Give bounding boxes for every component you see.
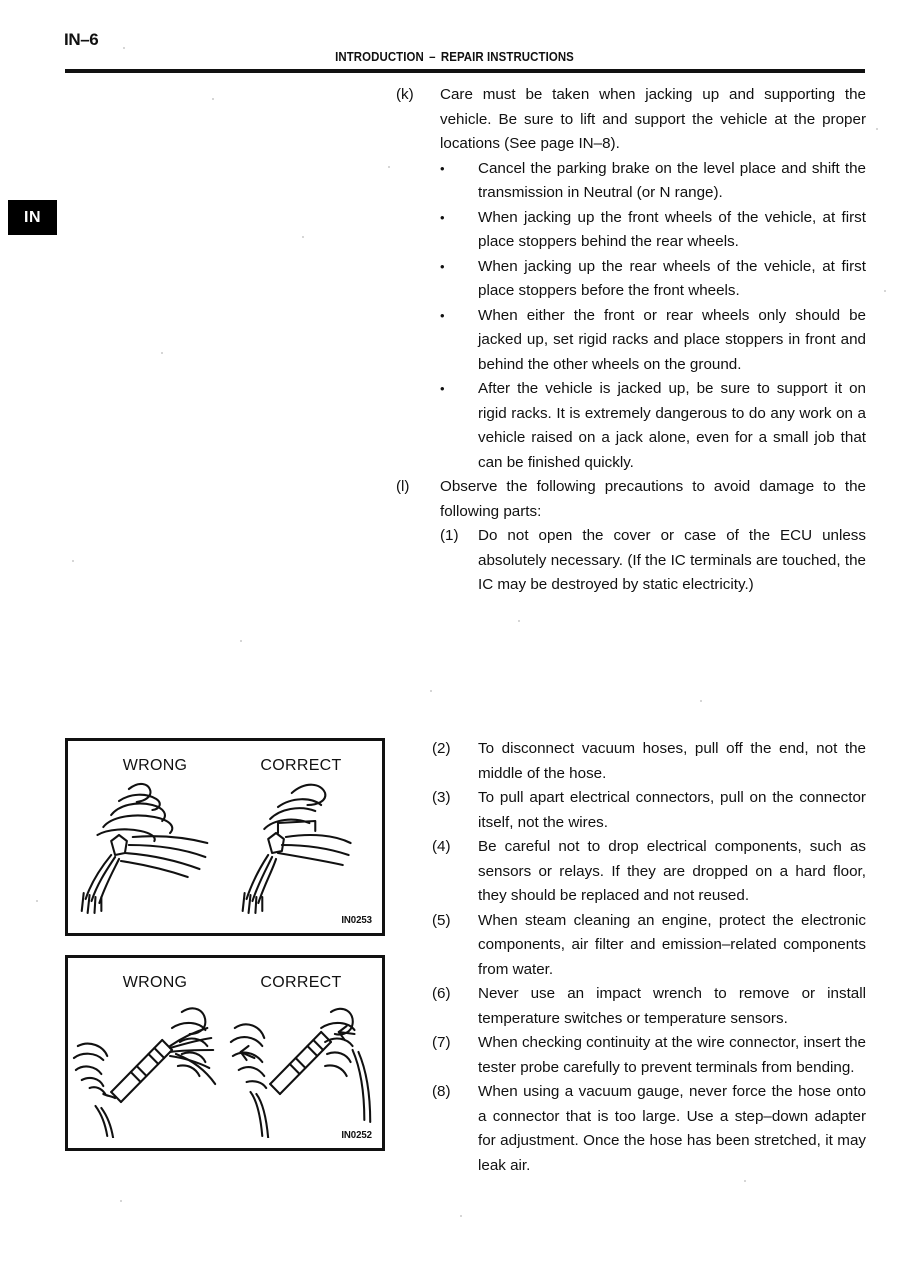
list-item — [396, 83, 866, 157]
item-marker: (1) — [440, 527, 459, 544]
item-marker: (8) — [432, 1083, 451, 1100]
list-item — [396, 206, 866, 255]
scan-speck — [700, 700, 702, 702]
scan-speck — [460, 1215, 462, 1217]
item-text: When steam cleaning an engine, protect the electronic components, air filter and emission–related components from water. — [478, 911, 866, 978]
scan-speck — [240, 640, 242, 642]
item-marker: (5) — [432, 911, 451, 929]
scan-speck — [876, 128, 878, 130]
list-item — [432, 1031, 866, 1080]
item-text: When either the front or rear wheels only should be jacked up, set rigid racks and place stoppers in front and behind the other wheels on the ground. — [478, 306, 866, 373]
section-tab-label: IN — [24, 208, 41, 226]
item-text: Cancel the parking brake on the level place and shift the transmission in Neutral (or N range). — [478, 159, 866, 201]
figure-illustration — [68, 988, 382, 1138]
item-text: Observe the following precautions to avoid damage to the following parts: — [440, 478, 866, 520]
item-text: Never use an impact wrench to remove or install temperature switches or temperature sensors. — [478, 985, 866, 1027]
item-marker: (2) — [432, 740, 451, 757]
header-subsection: REPAIR INSTRUCTIONS — [440, 49, 574, 64]
scan-speck — [212, 98, 214, 100]
list-item — [396, 255, 866, 304]
list-item — [396, 377, 866, 475]
header-separator: – — [429, 49, 436, 64]
scan-speck — [36, 900, 38, 902]
hand-pulling-hose-drawing — [68, 771, 382, 921]
figure-illustration — [68, 771, 382, 921]
scan-speck — [884, 290, 886, 292]
scan-speck — [120, 1200, 122, 1202]
item-marker: (k) — [396, 86, 414, 103]
bullet-marker: • — [440, 381, 445, 396]
page-number: IN–6 — [64, 30, 99, 49]
item-text: When jacking up the rear wheels of the vehicle, at first place stoppers before the front wheels. — [478, 257, 866, 299]
scan-speck — [388, 166, 390, 168]
figure-label-correct: CORRECT — [260, 974, 342, 991]
page-header — [55, 49, 855, 64]
list-item — [432, 835, 866, 909]
header-rule — [65, 69, 865, 73]
scan-speck — [123, 47, 125, 49]
scan-speck — [518, 620, 520, 622]
bullet-marker: • — [440, 258, 445, 274]
scan-speck — [72, 560, 74, 562]
scan-speck — [430, 690, 432, 692]
list-item — [432, 737, 866, 786]
item-marker: (3) — [432, 789, 451, 806]
bullet-marker: • — [440, 160, 445, 176]
item-text: When jacking up the front wheels of the vehicle, at first place stoppers behind the rear wheels. — [478, 208, 866, 250]
scan-speck — [302, 236, 304, 238]
item-text: When checking continuity at the wire connector, insert the tester probe carefully to prevent terminals from bending. — [478, 1034, 866, 1076]
figure-code: IN0253 — [341, 914, 372, 926]
figure-label-wrong: WRONG — [122, 757, 188, 774]
bullet-marker: • — [440, 209, 445, 225]
hands-separating-connector-drawing — [68, 988, 382, 1138]
list-item — [432, 1080, 866, 1178]
upper-text-column — [396, 83, 866, 598]
scan-speck — [744, 1180, 746, 1182]
list-item — [396, 524, 866, 598]
scan-speck — [161, 352, 163, 354]
item-marker: (4) — [432, 838, 451, 855]
item-marker: (6) — [432, 985, 451, 1002]
list-item — [396, 475, 866, 524]
list-item — [432, 786, 866, 835]
figure-electrical-connector — [65, 955, 385, 1151]
item-text: Be careful not to drop electrical components, such as sensors or relays. If they are dropped on a hard floor, they should be replaced and not reused. — [478, 838, 866, 904]
list-item — [432, 982, 866, 1031]
list-item — [396, 304, 866, 378]
header-section: INTRODUCTION — [335, 49, 424, 64]
item-marker: (l) — [396, 478, 410, 495]
figure-vacuum-hose — [65, 738, 385, 936]
figure-label-wrong: WRONG — [122, 974, 188, 991]
section-tab-in — [8, 200, 57, 235]
figure-code: IN0252 — [341, 1129, 372, 1141]
list-item — [396, 157, 866, 206]
item-text: When using a vacuum gauge, never force the hose onto a connector that is too large. Use a step–down adapter for adjustment. Once the hose has been stretched, it may leak air. — [478, 1083, 866, 1174]
item-text: Care must be taken when jacking up and supporting the vehicle. Be sure to lift and support the vehicle at the proper locations (See page IN–8). — [440, 86, 866, 152]
item-text: To disconnect vacuum hoses, pull off the end, not the middle of the hose. — [478, 740, 866, 782]
bullet-marker: • — [440, 307, 445, 323]
item-text: After the vehicle is jacked up, be sure to support it on rigid racks. It is extremely dangerous to do any work on a vehicle raised on a jack alone, even for a small job that can be finished quickly. — [478, 380, 866, 471]
lower-text-column — [432, 737, 866, 1178]
item-text: To pull apart electrical connectors, pull on the connector itself, not the wires. — [478, 789, 866, 831]
item-text: Do not open the cover or case of the ECU unless absolutely necessary. (If the IC terminals are touched, the IC may be destroyed by static electricity.) — [478, 527, 866, 593]
item-marker: (7) — [432, 1034, 451, 1051]
list-item — [432, 909, 866, 983]
figure-label-correct: CORRECT — [260, 757, 342, 774]
